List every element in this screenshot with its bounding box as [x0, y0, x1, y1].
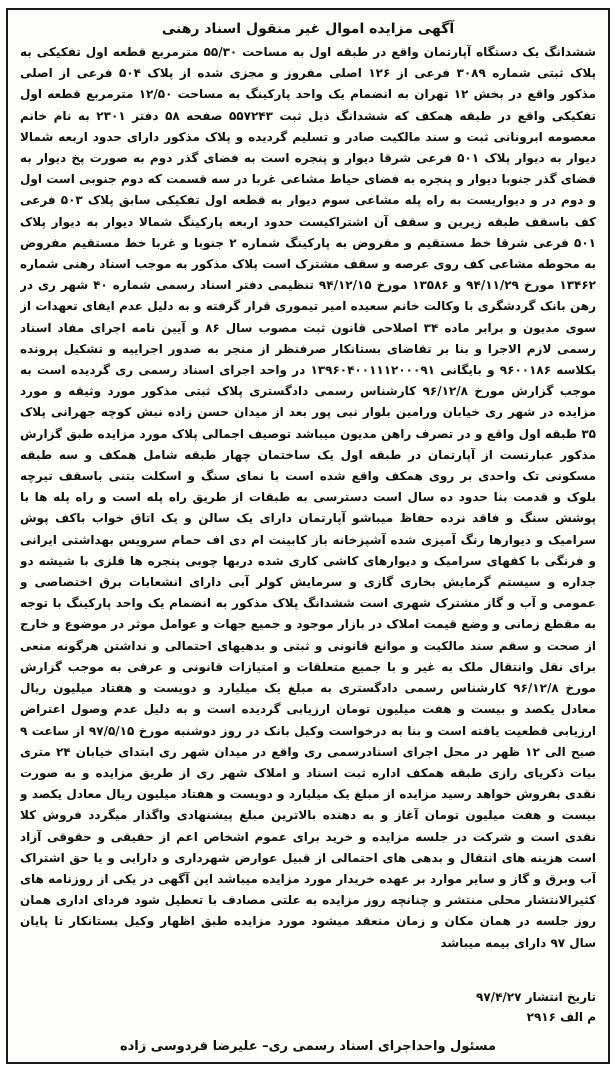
- notice-body: ششدانگ یک دستگاه آپارتمان واقع در طبقه اول به مساحت ۵۵/۳۰ مترمربع قطعه اول تفکیکی به پلاک ثبتی شماره ۳۰۸۹ فرعی از ۱۲۶ اصلی مفروز و مجزی شده از پلاک ۵۰۴ فرعی از اصلی مذکور واقع در بخش ۱۲ تهران به انضمام یک واحد پارکینگ به مساحت ۱۲/۵۰ مترمربع قطعه اول تفکیکی واقع در طبقه همکف که ششدانگ ذیل ثبت ۵۵۷۲۴۳ صفحه ۵۸ دفتر ۲۳۰۱ به نام خانم معصومه ابرونانی ثبت و سند مالکیت صادر و تسلیم گردیده و پلاک مذکور دارای حدود اربعه شمالا دیوار به دیوار پلاک ۵۰۱ فرعی شرقا دیوار و پنجره است به فضای گذر دوم به صورت پخ دیوار به فضای گذر جنوبا دیوار و پنجره به فضای حیاط مشاعی غربا در سه قسمت که دوم جنوبی است اول و دوم در و دیواریست به راه پله مشاعی سوم دیوار به قطعه اول تفکیکی سابق پلاک ۵۰۳ فرعی کف باسقف طبقه زیرین و سقف آن اشتراکیست حدود اربعه پارکینگ شمالا دیوار به دیوار پلاک ۵۰۱ فرعی شرقا خط مستقیم و مفروض به پارکینگ شماره ۲ جنوبا و غربا خط مستقیم مفروض به محوطه مشاعی کف روی عرصه و سقف مشترک است پلاک مذکور به موجب اسناد رهنی شماره ۱۳۴۶۲ مورخ ۹۴/۱۱/۲۹ و ۱۳۵۸۶ مورخ ۹۴/۱۲/۱۵ تنظیمی دفتر اسناد رسمی شماره ۴۰ شهر ری در رهن بانک گردشگری با وکالت خانم سعیده امیر تیموری قرار گرفته و به دلیل عدم ایفای تعهدات از سوی مدیون و برابر ماده ۳۴ اصلاحی قانون ثبت مصوب سال ۸۶ و آیین نامه اجرای مفاد اسناد رسمی لازم الاجرا و بنا بر تقاضای بستانکار صرفنظر از منجر به صدور اجراییه و تشکیل پرونده بکلاسه ۹۶۰۰۱۸۶ و بایگانی ۱۳۹۶۰۴۰۰۱۱۱۲۰۰۰۹۱ در واحد اجرای اسناد رسمی ری گردیده است به موجب گزارش مورخ ۹۶/۱۲/۸ کارشناس رسمی دادگستری پلاک ثبتی مذکور مورد وثیقه و مورد مزایده در شهر ری خیابان ورامین بلوار نبی پور بعد از میدان حسن زاده نبش کوچه جهرانی پلاک ۳۵ طبقه اول واقع و در تصرف راهن مدیون میباشد توصیف اجمالی پلاک مورد مزایده طبق گزارش مذکور عبارتست از آپارتمان در طبقه اول یک ساختمان چهار طبقه شامل همکف و سه طبقه مسکونی تک واحدی بر روی همکف واقع شده است با نمای سنگ و اسکلت بتنی باسقف تیرچه بلوک و قدمت بنا حدود ده سال است دسترسی به طبقات از طریق راه پله است و راه پله ها با پوشش سنگ و فاقد نرده حفاظ میباشو آپارتمان دارای یک سالن و یک اتاق خواب باکف پوش سرامیک و دیوارها رنگ آمیزی شده آشپزخانه باز کابینت ام دی اف حمام سرویس بهداشتی ایرانی و فرنگی با کفهای سرامیک و دیوارهای کاشی کاری شده دربها چوبی پنجره ها فلزی با شیشه دو جداره و سیستم گرمایش بخاری گازی و سرمایش کولر آبی دارای انشعابات برق اختصاصی و عمومی و آب و گاز مشترک شهری است ششدانگ پلاک مذکور به انضمام یک واحد پارکینگ با توجه به مقطع زمانی و وضع قیمت املاک در بازار موجود و جمیع جهات و عوامل موثر در موضوع و خارج از صحت و سقم سند مالکیت و موانع قانونی و ثبتی و بدهیهای احتمالی و نداشتن هرگونه منعی برای نقل وانتقال ملک به غیر و با جمیع متعلقات و امتیازات قانونی و عرفی به موجب گزارش مورخ ۹۶/۱۲/۸ کارشناس رسمی دادگستری به مبلغ یک میلیارد و دویست و هفتاد میلیون ریال معادل یکصد و بیست و هفت میلیون تومان ارزیابی گردیده است و به دلیل عدم وصول اعتراض ارزیابی قطعیت یافته است و بنا به درخواست وکیل بانک در روز دوشنبه مورخ ۹۷/۵/۱۵ از ساعت ۹ صبح الی ۱۲ ظهر در محل اجرای اسنادرسمی ری واقع در میدان شهر ری ابتدای خیابان ۲۴ متری بیات ذکریای رازی طبقه همکف اداره ثبت اسناد و املاک شهر ری از طریق مزایده و به صورت نقدی بفروش خواهد رسید مزایده از مبلغ یک میلیارد و دویست و هفتاد میلیون ریال معادل یکصد و بیست و هفت میلیون تومان آغاز و به دهنده بالاترین مبلغ پیشنهادی واگذار میگردد فروش کلا نقدی است و شرکت در جلسه مزایده و خرید برای عموم اشخاص اعم از حقیقی و حقوقی آزاد است هزینه های انتقال و بدهی های احتمالی از قبیل عوارض شهرداری و دارایی و یا حق اشتراک آب وبرق و گاز و سایر موارد بر عهده خریدار مورد مزایده میباشد این آگهی در یکی از روزنامه های کثیرالانتشار محلی منتشر و چنانچه روز مزایده به علتی مصادف با تعطیل شود فردای اداری همان روز جلسه در همان مکان و زمان منعقد میشود مورد مزایده طبق اظهار وکیل بستانکار تا پایان سال ۹۷ دارای بیمه میباشد: [20, 45, 596, 950]
- reference-code: م الف ۲۹۱۶: [526, 1010, 596, 1024]
- publish-date: تاریخ انتشار ۹۷/۴/۲۷: [476, 990, 596, 1004]
- notice-frame: [6, 8, 610, 1064]
- signature-line: مسئول واحداجرای اسناد رسمی ری– علیرضا فردوسی زاده: [119, 1039, 497, 1054]
- notice-title: آگهی مزایده اموال غیر منقول اسناد رهنی: [161, 21, 455, 37]
